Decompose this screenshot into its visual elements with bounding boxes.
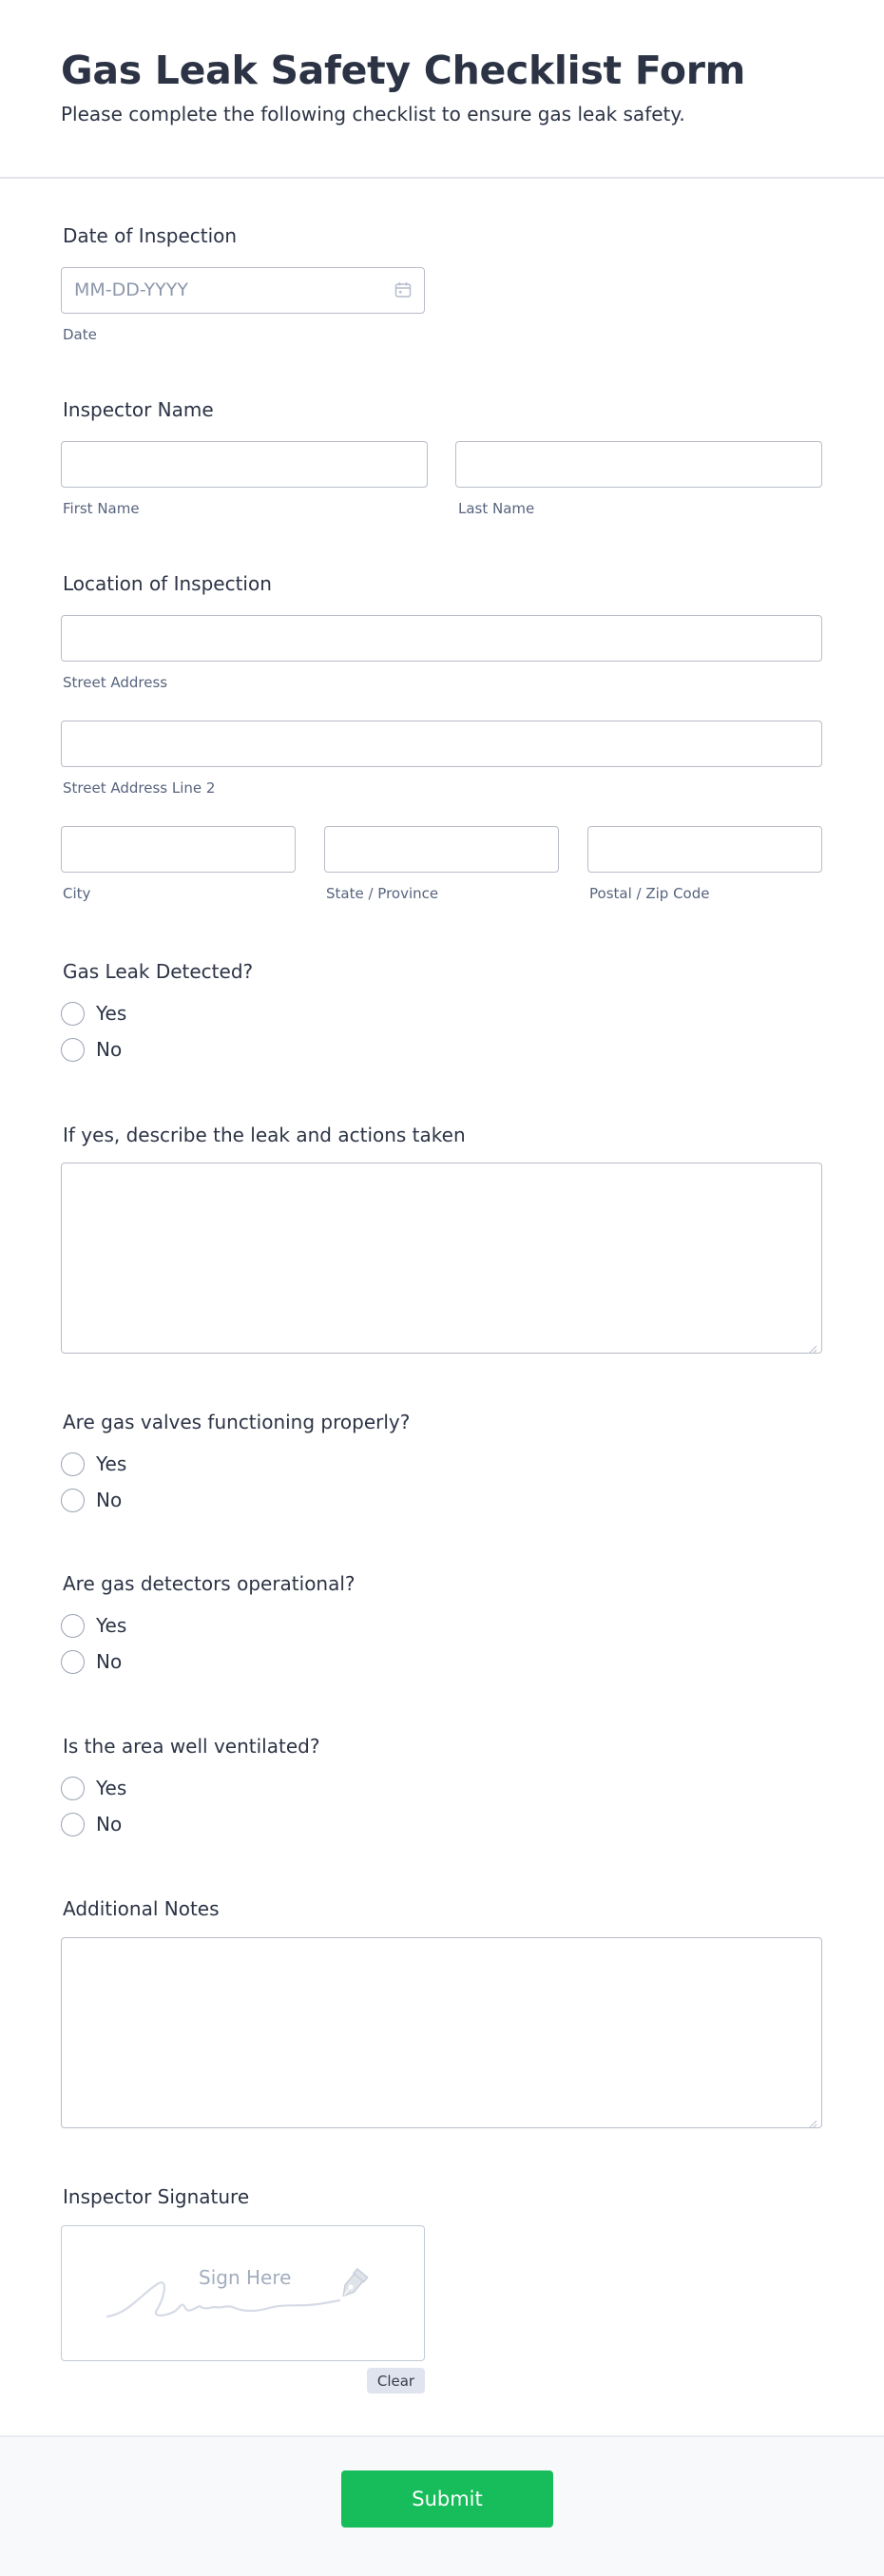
valves-yes-radio[interactable] <box>61 1452 85 1476</box>
city-sublabel: City <box>63 885 91 902</box>
clear-signature-button[interactable]: Clear <box>367 2368 425 2393</box>
detectors-operational-label: Are gas detectors operational? <box>63 1572 356 1595</box>
date-sublabel: Date <box>63 326 97 343</box>
inspector-name-label: Inspector Name <box>63 398 214 421</box>
ventilated-no-label[interactable]: No <box>96 1813 123 1836</box>
valves-no-radio[interactable] <box>61 1489 85 1512</box>
additional-notes-textarea[interactable] <box>61 1937 822 2128</box>
detectors-yes-label[interactable]: Yes <box>96 1614 127 1637</box>
gas-leak-no-label[interactable]: No <box>96 1038 123 1061</box>
zip-input[interactable] <box>587 826 822 873</box>
form-header <box>0 0 884 179</box>
detectors-yes-radio[interactable] <box>61 1614 85 1638</box>
leak-description-textarea[interactable] <box>61 1163 822 1354</box>
detectors-no-label[interactable]: No <box>96 1650 123 1673</box>
state-input[interactable] <box>324 826 559 873</box>
ventilated-yes-radio[interactable] <box>61 1777 85 1800</box>
leak-description-label: If yes, describe the leak and actions taken <box>63 1124 466 1146</box>
last-name-sublabel: Last Name <box>458 500 535 517</box>
first-name-sublabel: First Name <box>63 500 140 517</box>
ventilated-yes-label[interactable]: Yes <box>96 1777 127 1799</box>
date-input[interactable] <box>61 267 425 314</box>
date-placeholder: MM-DD-YYYY <box>74 279 188 300</box>
inspector-signature-label: Inspector Signature <box>63 2185 250 2208</box>
submit-button[interactable]: Submit <box>341 2470 553 2528</box>
last-name-input[interactable] <box>455 441 822 488</box>
valves-functioning-label: Are gas valves functioning properly? <box>63 1411 411 1433</box>
additional-notes-label: Additional Notes <box>63 1897 220 1920</box>
street-address-sublabel: Street Address <box>63 674 168 691</box>
street-address-input[interactable] <box>61 615 822 662</box>
state-sublabel: State / Province <box>326 885 439 902</box>
well-ventilated-label: Is the area well ventilated? <box>63 1735 320 1758</box>
city-input[interactable] <box>61 826 296 873</box>
gas-leak-yes-label[interactable]: Yes <box>96 1002 127 1025</box>
first-name-input[interactable] <box>61 441 428 488</box>
valves-yes-label[interactable]: Yes <box>96 1452 127 1475</box>
street-address-line2-input[interactable] <box>61 721 822 767</box>
resize-grip-icon[interactable] <box>808 1339 817 1349</box>
page-title: Gas Leak Safety Checklist Form <box>61 48 746 93</box>
calendar-icon[interactable] <box>394 280 413 299</box>
gas-leak-detected-label: Gas Leak Detected? <box>63 960 254 983</box>
street-address-line2-sublabel: Street Address Line 2 <box>63 779 216 797</box>
gas-leak-no-radio[interactable] <box>61 1038 85 1062</box>
resize-grip-icon[interactable] <box>808 2114 817 2124</box>
location-label: Location of Inspection <box>63 572 272 595</box>
valves-no-label[interactable]: No <box>96 1489 123 1511</box>
form-footer <box>0 2435 884 2576</box>
gas-leak-yes-radio[interactable] <box>61 1002 85 1026</box>
detectors-no-radio[interactable] <box>61 1650 85 1674</box>
pen-icon <box>330 2266 372 2308</box>
signature-pad[interactable] <box>61 2225 425 2361</box>
page-subtitle: Please complete the following checklist to ensure gas leak safety. <box>61 103 685 125</box>
date-of-inspection-label: Date of Inspection <box>63 224 238 247</box>
sign-here-placeholder: Sign Here <box>199 2266 292 2289</box>
zip-sublabel: Postal / Zip Code <box>589 885 710 902</box>
ventilated-no-radio[interactable] <box>61 1813 85 1836</box>
